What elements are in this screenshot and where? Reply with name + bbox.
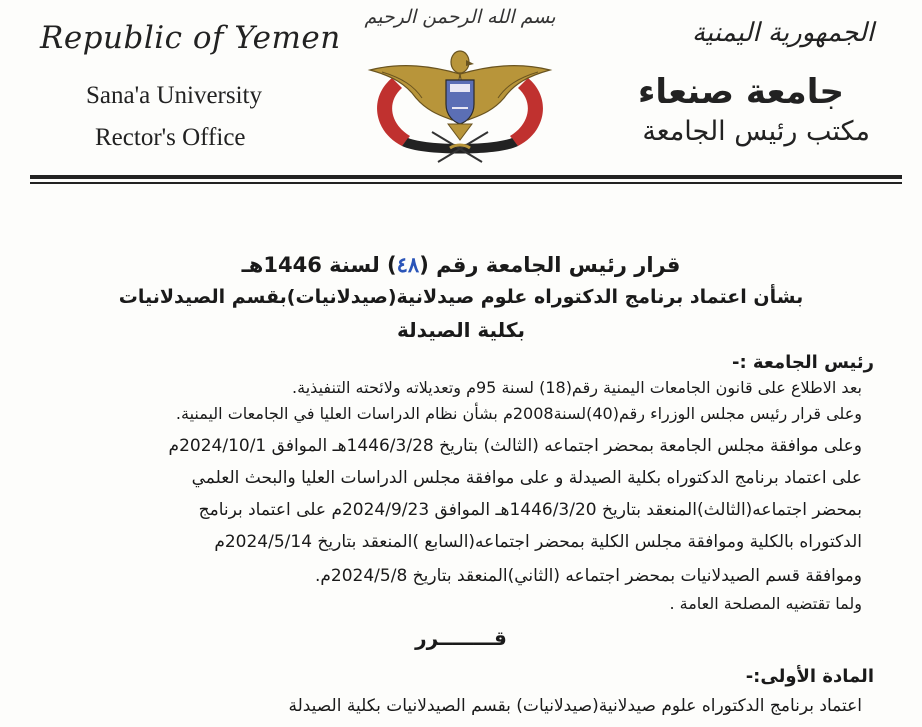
eagle-emblem-icon xyxy=(362,40,558,168)
university-name-en: Sana'a University xyxy=(86,82,262,109)
decision-title xyxy=(0,252,922,277)
preamble-line-6: الدكتوراه بالكلية وموافقة مجلس الكلية بمحضر اجتماعه(السابع )المنعقد بتاريخ 2024/5/14م xyxy=(214,532,862,552)
preamble-line-4: على اعتماد برنامج الدكتوراه بكلية الصيدلة و على موافقة مجلس الدراسات العليا والبحث العلمي xyxy=(191,468,862,488)
preamble-line-3: وعلى موافقة مجلس الجامعة بمحضر اجتماعه (الثالث) بتاريخ 1446/3/28هـ الموافق 2024/10/1م xyxy=(168,436,862,456)
decision-subject: بشأن اعتماد برنامج الدكتوراه علوم صيدلانية(صيدلانيات)بقسم الصيدلانيات xyxy=(118,286,804,308)
header-rule-thick xyxy=(30,175,902,179)
office-name-en: Rector's Office xyxy=(95,124,246,151)
university-name-ar: جامعة صنعاء xyxy=(637,72,844,112)
decision-number: ٤٨ xyxy=(396,252,420,277)
preamble-line-1: بعد الاطلاع على قانون الجامعات اليمنية رقم(18) لسنة 95م وتعديلاته ولائحته التنفيذية. xyxy=(292,378,862,397)
addressee: رئيس الجامعة :- xyxy=(732,352,874,373)
basmala: بسم الله الرحمن الرحيم xyxy=(364,6,556,28)
preamble-line-5: بمحضر اجتماعه(الثالث)المنعقد بتاريخ 1446/3/20هـ الموافق 2024/9/23م على اعتماد برنامج xyxy=(198,500,862,520)
decision-title-suffix: ) لسنة 1446هـ xyxy=(241,253,397,277)
decision-title-prefix: قرار رئيس الجامعة رقم ( xyxy=(419,253,681,277)
article-1-text: اعتماد برنامج الدكتوراه علوم صيدلانية(صيدلانيات) بقسم الصيدلانيات بكلية الصيدلة xyxy=(288,696,862,716)
republic-title-ar: الجمهورية اليمنية xyxy=(691,18,874,48)
decision-faculty: بكلية الصيدلة xyxy=(397,318,525,342)
article-1-heading: المادة الأولى:- xyxy=(745,666,874,687)
preamble-line-8: ولما تقتضيه المصلحة العامة . xyxy=(669,594,862,613)
preamble-line-2: وعلى قرار رئيس مجلس الوزراء رقم(40)لسنة2008م بشأن نظام الدراسات العليا في الجامعات اليمنية. xyxy=(175,404,862,423)
republic-title-en: Republic of Yemen xyxy=(40,20,341,56)
decides-heading: قــــــــرر xyxy=(415,626,507,650)
office-name-ar: مكتب رئيس الجامعة xyxy=(642,116,870,147)
header-rule-thin xyxy=(30,182,902,184)
preamble-line-7: وموافقة قسم الصيدلانيات بمحضر اجتماعه (الثاني)المنعقد بتاريخ 2024/5/8م. xyxy=(314,566,862,586)
